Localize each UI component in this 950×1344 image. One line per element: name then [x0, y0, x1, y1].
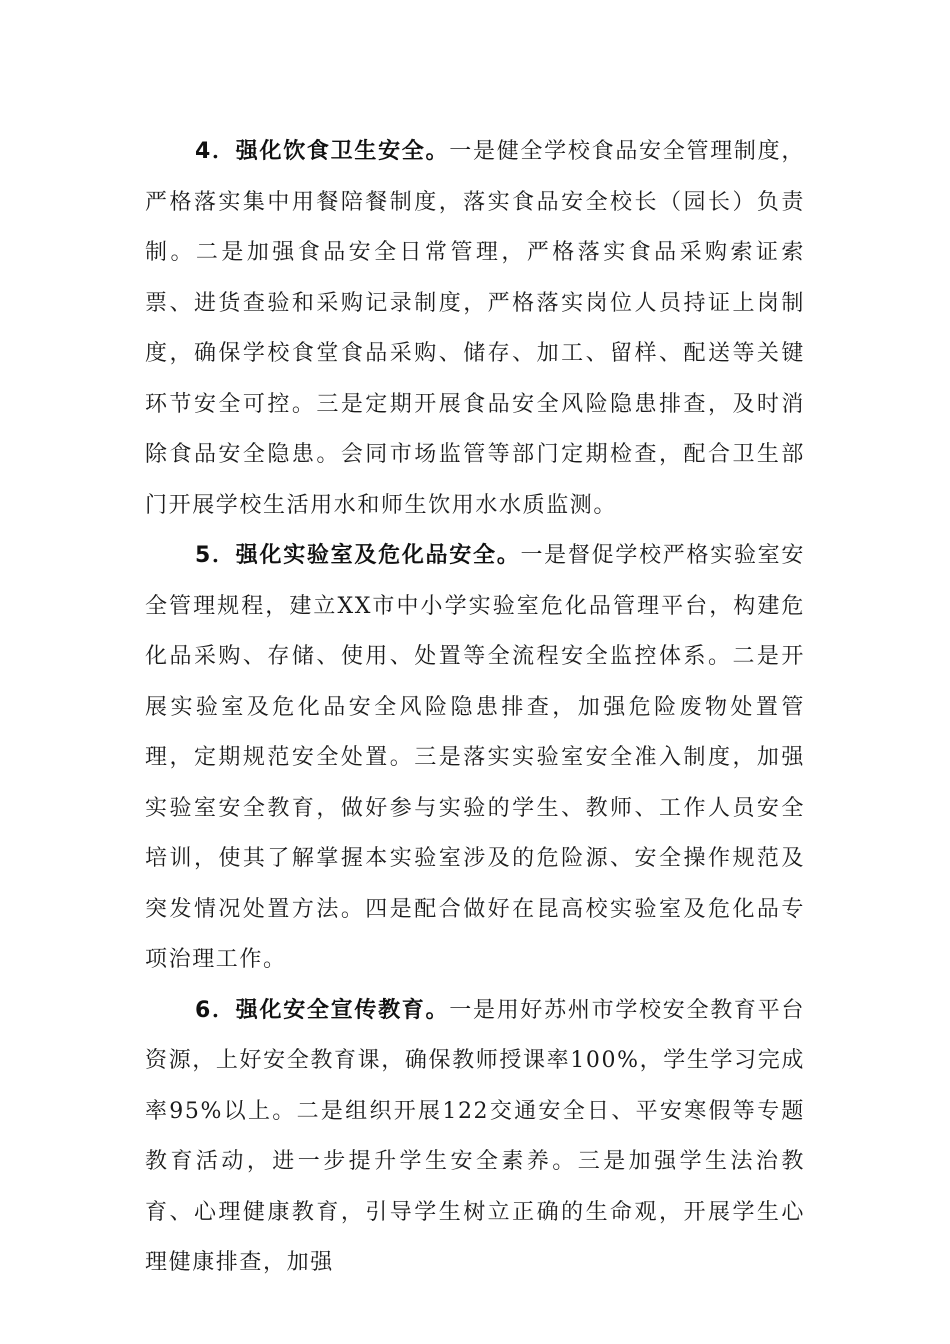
- document-body: [145, 127, 805, 1289]
- paragraph-lab-safety: [145, 531, 805, 986]
- paragraph-food-safety: [145, 127, 805, 531]
- paragraph-heading: 4．强化饮食卫生安全。: [195, 139, 450, 164]
- paragraph-heading: 5．强化实验室及危化品安全。: [195, 543, 521, 568]
- paragraph-text: 一是督促学校严格实验室安全管理规程，建立XX市中小学实验室危化品管理平台，构建危化品采购、存储、使用、处置等全流程安全监控体系。二是开展实验室及危化品安全风险隐患排查，加强危险废物处置管理，定期规范安全处置。三是落实实验室安全准入制度，加强实验室安全教育，做好参与实验的学生、教师、工作人员安全培训，使其了解掌握本实验室涉及的危险源、安全操作规范及突发情况处置方法。四是配合做好在昆高校实验室及危化品专项治理工作。: [145, 543, 805, 972]
- paragraph-safety-education: [145, 986, 805, 1289]
- paragraph-heading: 6．强化安全宣传教育。: [195, 997, 450, 1023]
- paragraph-text: 一是用好苏州市学校安全教育平台资源，上好安全教育课，确保教师授课率100%，学生学习完成率95%以上。二是组织开展122交通安全日、平安寒假等专题教育活动，进一步提升学生安全素养。三是加强学生法治教育、心理健康教育，引导学生树立正确的生命观，开展学生心理健康排查，加强: [145, 997, 805, 1275]
- paragraph-text: 一是健全学校食品安全管理制度，严格落实集中用餐陪餐制度，落实食品安全校长（园长）负责制。二是加强食品安全日常管理，严格落实食品采购索证索票、进货查验和采购记录制度，严格落实岗位人员持证上岗制度，确保学校食堂食品采购、储存、加工、留样、配送等关键环节安全可控。三是定期开展食品安全风险隐患排查，及时消除食品安全隐患。会同市场监管等部门定期检查，配合卫生部门开展学校生活用水和师生饮用水水质监测。: [145, 139, 805, 518]
